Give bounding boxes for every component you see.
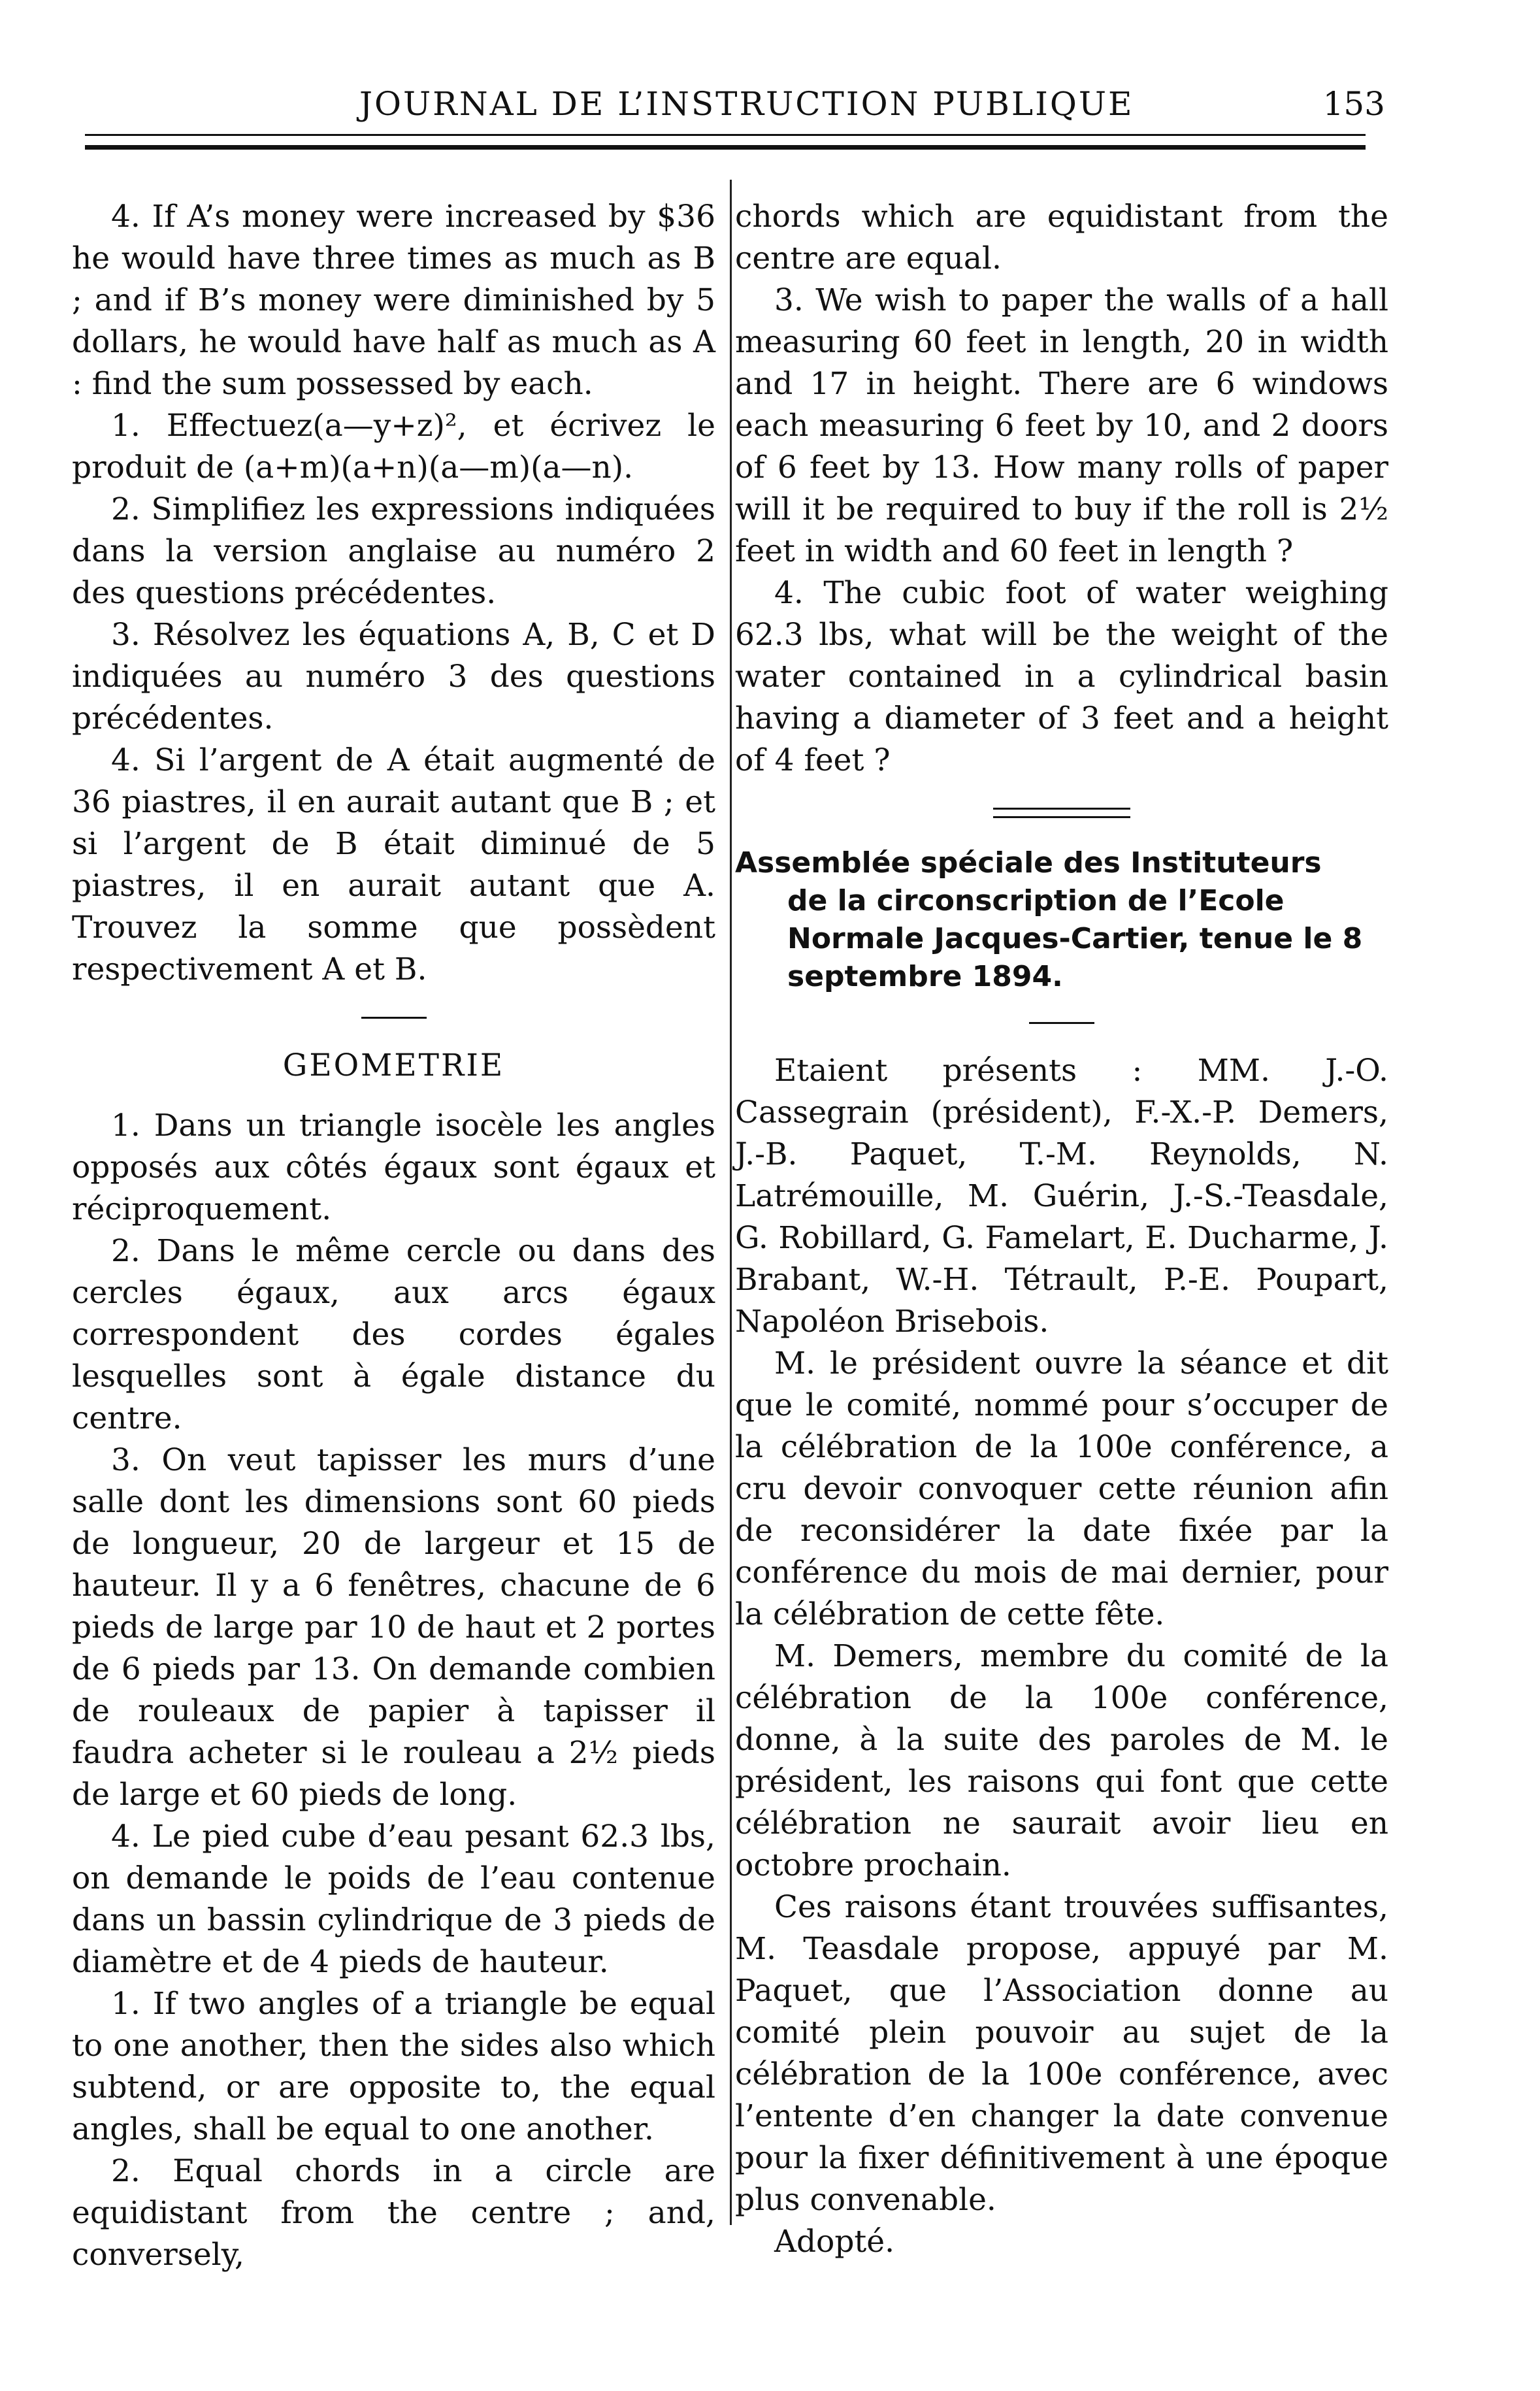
meeting-title-line-1: Assemblée spéciale des Instituteurs bbox=[735, 846, 1322, 880]
header-rule-thin bbox=[85, 134, 1366, 136]
right-column bbox=[735, 196, 1388, 2263]
algebra-question-4-french: 4. Si l’argent de A était augmenté de 36 piastres, il en aurait autant que B ; et si l’argent de B était diminué de 5 piastres, il en aurait autant que A. Trouvez la somme que possèdent respectivement A et B. bbox=[72, 742, 715, 987]
geometry-question-2-french: 2. Dans le même cercle ou dans des cercles égaux, aux arcs égaux correspondent des cordes égales lesquelles sont à égale distance du centre. bbox=[72, 1233, 715, 1436]
page-number: 153 bbox=[1322, 85, 1385, 123]
algebra-question-4-english: 4. If A’s money were increased by $36 he would have three times as much as B ; and if B’s money were diminished by 5 dollars, he would have half as much as A : find the sum possessed by each. bbox=[72, 199, 715, 402]
algebra-question-3-french: 3. Résolvez les équations A, B, C et D indiquées au numéro 3 des questions précédentes. bbox=[72, 617, 715, 736]
section-separator bbox=[361, 1017, 427, 1019]
double-separator bbox=[993, 808, 1130, 818]
header-rule-thick bbox=[85, 145, 1366, 150]
algebra-question-1-french: 1. Effectuez(a—y+z)², et écrivez le produit de (a+m)(a+n)(a—m)(a—n). bbox=[72, 408, 715, 486]
geometry-question-3-english: 3. We wish to paper the walls of a hall measuring 60 feet in length, 20 in width and 17 in height. There are 6 windows each measuring 6 feet by 10, and 2 doors of 6 feet by 13. How many rolls of paper will it be required to buy if the roll is 2½ feet in width and 60 feet in length ? bbox=[735, 282, 1388, 569]
geometry-question-2-english-end: chords which are equidistant from the centre are equal. bbox=[735, 199, 1388, 276]
president-paragraph: M. le président ouvre la séance et dit que le comité, nommé pour s’occuper de la célébration de la 100e conférence, a cru devoir convoquer cette réunion afin de reconsidérer la date fixée par la conférence du mois de mai dernier, pour la célébration de cette fête. bbox=[735, 1345, 1388, 1632]
demers-paragraph: M. Demers, membre du comité de la célébration de la 100e conférence, donne, à la suite des paroles de M. le président, les raisons qui font que cette célébration ne saurait avoir lieu en octobre prochain. bbox=[735, 1638, 1388, 1883]
geometry-question-1-english: 1. If two angles of a triangle be equal to one another, then the sides also which subtend, or are opposite to, the equal angles, shall be equal to one another. bbox=[72, 1986, 715, 2147]
geometry-question-3-french: 3. On veut tapisser les murs d’une salle dont les dimensions sont 60 pieds de longueur, 20 de largeur et 15 de hauteur. Il y a 6 fenêtres, chacune de 6 pieds de large par 10 de haut et 2 portes de 6 pieds par 13. On demande combien de rouleaux de papier à tapisser il faudra acheter si le rouleau a 2½ pieds de large et 60 pieds de long. bbox=[72, 1442, 715, 1813]
running-title: JOURNAL DE L’INSTRUCTION PUBLIQUE bbox=[359, 85, 1134, 123]
geometry-question-4-english: 4. The cubic foot of water weighing 62.3 lbs, what will be the weight of the water contained in a cylindrical basin having a diameter of 3 feet and a height of 4 feet ? bbox=[735, 575, 1388, 778]
geometry-question-1-french: 1. Dans un triangle isocèle les angles opposés aux côtés égaux sont égaux et réciproquement. bbox=[72, 1108, 715, 1227]
adopted-line: Adopté. bbox=[774, 2224, 895, 2260]
meeting-title-rest: de la circonscription de l’Ecole Normale Jacques-Cartier, tenue le 8 septembre 1894. bbox=[787, 884, 1363, 993]
left-column bbox=[72, 196, 715, 2276]
column-divider bbox=[730, 180, 732, 2225]
meeting-title bbox=[735, 844, 1388, 996]
algebra-question-2-french: 2. Simplifiez les expressions indiquées dans la version anglaise au numéro 2 des questions précédentes. bbox=[72, 491, 715, 611]
geometry-question-4-french: 4. Le pied cube d’eau pesant 62.3 lbs, on demande le poids de l’eau contenue dans un bassin cylindrique de 3 pieds de diamètre et de 4 pieds de hauteur. bbox=[72, 1819, 715, 1980]
attendance-paragraph: Etaient présents : MM. J.-O. Cassegrain (président), F.-X.-P. Demers, J.-B. Paquet, T.-M. Reynolds, N. Latrémouille, M. Guérin, J.-S.-Teasdale, G. Robillard, G. Famelart, E. Ducharme, J. Brabant, W.-H. Tétrault, P.-E. Poupart, Napoléon Brisebois. bbox=[735, 1053, 1388, 1340]
geometry-question-2-english-start: 2. Equal chords in a circle are equidistant from the centre ; and, conversely, bbox=[72, 2153, 715, 2273]
geometry-heading: GEOMETRIE bbox=[282, 1047, 505, 1083]
meeting-separator bbox=[1029, 1022, 1094, 1024]
motion-paragraph: Ces raisons étant trouvées suffisantes, M. Teasdale propose, appuyé par M. Paquet, que l’Association donne au comité plein pouvoir au sujet de la célébration de la 100e conférence, avec l’entente d’en changer la date convenue pour la fixer définitivement à une époque plus convenable. bbox=[735, 1889, 1388, 2218]
